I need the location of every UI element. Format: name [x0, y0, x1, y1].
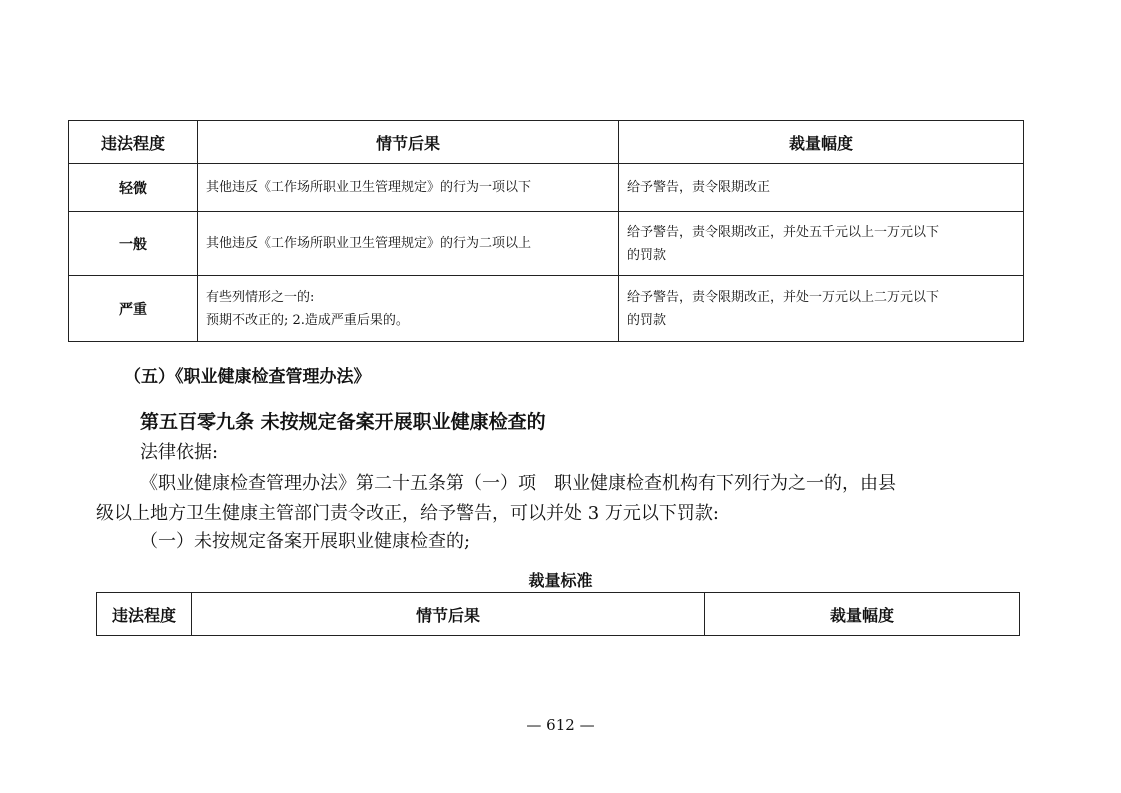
cell-line: 的罚款: [627, 312, 667, 328]
discretion-table-2: [96, 592, 1020, 636]
column-header-range: 裁量幅度: [619, 121, 1024, 164]
paragraph-line: 《职业健康检查管理办法》第二十五条第（一）项 职业健康检查机构有下列行为之一的，由县: [140, 473, 896, 494]
consequence-cell: [198, 212, 619, 276]
level-cell: 轻微: [69, 164, 198, 212]
article-title: 第五百零九条 未按规定备案开展职业健康检查的: [140, 411, 546, 433]
table-row: [69, 164, 1024, 212]
level-cell: 严重: [69, 276, 198, 342]
column-header-level: 违法程度: [69, 121, 198, 164]
column-header-consequence: 情节后果: [198, 121, 619, 164]
column-header-range: 裁量幅度: [705, 593, 1020, 636]
cell-line: 给予警告，责令限期改正，并处五千元以上一万元以下: [627, 224, 940, 240]
section-heading: （五）《职业健康检查管理办法》: [124, 367, 371, 387]
cell-line: 预期不改正的; 2.造成严重后果的。: [206, 312, 409, 328]
cell-line: 给予警告，责令限期改正，并处一万元以上二万元以下: [627, 289, 940, 305]
consequence-cell: [198, 164, 619, 212]
cell-line: 其他违反《工作场所职业卫生管理规定》的行为二项以上: [206, 236, 532, 251]
legal-basis-label: 法律依据:: [140, 442, 219, 463]
table-caption: 裁量标准: [528, 571, 593, 590]
page-number: — 612 —: [526, 716, 595, 734]
column-header-level: 违法程度: [97, 593, 192, 636]
cell-line: 的罚款: [627, 247, 667, 263]
range-cell: [619, 164, 1024, 212]
cell-line: 给予警告，责令限期改正: [627, 180, 771, 195]
table-header-row: [69, 121, 1024, 164]
level-cell: 一般: [69, 212, 198, 276]
cell-line: 其他违反《工作场所职业卫生管理规定》的行为一项以下: [206, 180, 532, 195]
range-cell: [619, 276, 1024, 342]
paragraph-line: （一）未按规定备案开展职业健康检查的;: [140, 531, 471, 552]
column-header-consequence: 情节后果: [192, 593, 705, 636]
cell-line: 有些列情形之一的:: [206, 289, 315, 305]
table-row: [69, 276, 1024, 342]
table-row: [69, 212, 1024, 276]
consequence-cell: [198, 276, 619, 342]
discretion-table-1: [68, 120, 1024, 342]
paragraph-line: 级以上地方卫生健康主管部门责令改正，给予警告，可以并处 3 万元以下罚款:: [96, 503, 719, 524]
range-cell: [619, 212, 1024, 276]
table-header-row: [97, 593, 1020, 636]
